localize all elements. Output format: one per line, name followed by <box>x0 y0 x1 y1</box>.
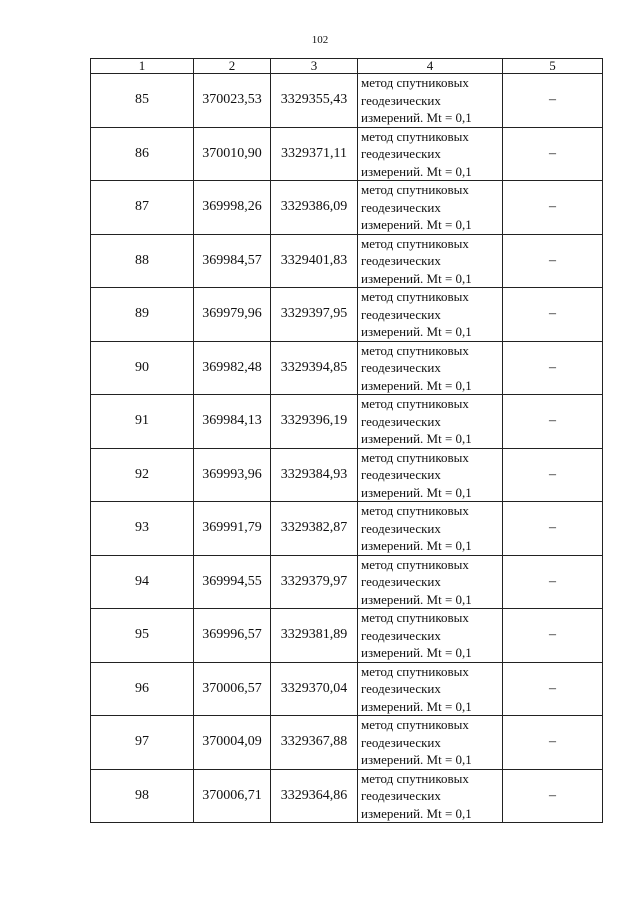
table-row <box>91 288 603 342</box>
coordinate-x-cell: 370004,09 <box>194 716 271 770</box>
method-cell <box>358 181 503 235</box>
method-cell <box>358 127 503 181</box>
coordinate-x-cell: 370010,90 <box>194 127 271 181</box>
coordinate-y-cell: 3329394,85 <box>271 341 358 395</box>
note-cell: – <box>503 502 603 556</box>
column-header: 1 <box>91 59 194 74</box>
note-cell: – <box>503 288 603 342</box>
method-line: измерений. Mt = 0,1 <box>361 591 472 607</box>
method-line: геодезических <box>361 681 441 696</box>
point-number-cell: 88 <box>91 234 194 288</box>
table-row <box>91 341 603 395</box>
method-line: метод спутниковых <box>361 717 469 732</box>
note-cell: – <box>503 181 603 235</box>
point-number-cell: 89 <box>91 288 194 342</box>
point-number-cell: 97 <box>91 716 194 770</box>
method-cell <box>358 74 503 128</box>
method-line: измерений. Mt = 0,1 <box>361 538 472 553</box>
note-cell: – <box>503 74 603 128</box>
coordinate-y-cell: 3329381,89 <box>271 609 358 663</box>
coordinate-x-cell: 369994,55 <box>194 555 271 609</box>
method-cell <box>358 234 503 288</box>
method-line: геодезических <box>361 92 441 108</box>
note-cell: – <box>503 127 603 181</box>
method-line: метод спутниковых <box>361 128 469 144</box>
method-line: метод спутниковых <box>361 396 469 411</box>
method-cell <box>358 609 503 663</box>
table-row <box>91 395 603 449</box>
coordinate-x-cell: 369998,26 <box>194 181 271 235</box>
point-number-cell: 92 <box>91 448 194 502</box>
method-line: геодезических <box>361 788 441 803</box>
coordinate-y-cell: 3329396,19 <box>271 395 358 449</box>
method-line: геодезических <box>361 253 441 268</box>
method-line: измерений. Mt = 0,1 <box>361 377 472 393</box>
table-row <box>91 181 603 235</box>
coordinate-x-cell: 369982,48 <box>194 341 271 395</box>
method-line: измерений. Mt = 0,1 <box>361 484 472 500</box>
method-line: метод спутниковых <box>361 449 469 465</box>
coordinates-table <box>90 58 603 823</box>
method-line: геодезических <box>361 627 441 643</box>
coordinate-y-cell: 3329355,43 <box>271 74 358 128</box>
method-line: геодезических <box>361 146 441 161</box>
point-number-cell: 90 <box>91 341 194 395</box>
method-line: измерений. Mt = 0,1 <box>361 431 472 446</box>
method-line: геодезических <box>361 360 441 375</box>
method-line: метод спутниковых <box>361 663 469 679</box>
note-cell: – <box>503 716 603 770</box>
note-cell: – <box>503 555 603 609</box>
method-line: метод спутниковых <box>361 503 469 518</box>
method-line: метод спутниковых <box>361 75 469 90</box>
point-number-cell: 94 <box>91 555 194 609</box>
coordinate-x-cell: 370006,57 <box>194 662 271 716</box>
coordinate-x-cell: 370023,53 <box>194 74 271 128</box>
coordinate-y-cell: 3329397,95 <box>271 288 358 342</box>
method-line: геодезических <box>361 306 441 322</box>
method-line: измерений. Mt = 0,1 <box>361 645 472 660</box>
table-row <box>91 502 603 556</box>
method-line: метод спутниковых <box>361 610 469 625</box>
method-line: метод спутниковых <box>361 342 469 358</box>
method-line: измерений. Mt = 0,1 <box>361 698 472 714</box>
coordinate-y-cell: 3329379,97 <box>271 555 358 609</box>
coordinate-x-cell: 369993,96 <box>194 448 271 502</box>
coordinate-x-cell: 369979,96 <box>194 288 271 342</box>
coordinate-x-cell: 370006,71 <box>194 769 271 823</box>
point-number-cell: 85 <box>91 74 194 128</box>
note-cell: – <box>503 448 603 502</box>
coordinate-y-cell: 3329364,86 <box>271 769 358 823</box>
table-body <box>91 74 603 823</box>
note-cell: – <box>503 662 603 716</box>
note-cell: – <box>503 609 603 663</box>
table-row <box>91 234 603 288</box>
column-header: 5 <box>503 59 603 74</box>
table-row <box>91 609 603 663</box>
method-cell <box>358 555 503 609</box>
coordinate-y-cell: 3329371,11 <box>271 127 358 181</box>
coordinate-y-cell: 3329401,83 <box>271 234 358 288</box>
coordinate-x-cell: 369996,57 <box>194 609 271 663</box>
method-cell <box>358 341 503 395</box>
method-cell <box>358 395 503 449</box>
table-row <box>91 127 603 181</box>
note-cell: – <box>503 395 603 449</box>
method-line: измерений. Mt = 0,1 <box>361 163 472 179</box>
method-line: измерений. Mt = 0,1 <box>361 752 472 767</box>
column-header: 2 <box>194 59 271 74</box>
method-cell <box>358 502 503 556</box>
coordinate-y-cell: 3329370,04 <box>271 662 358 716</box>
coordinate-y-cell: 3329367,88 <box>271 716 358 770</box>
method-cell <box>358 662 503 716</box>
method-line: метод спутниковых <box>361 770 469 786</box>
method-cell <box>358 288 503 342</box>
method-line: метод спутниковых <box>361 235 469 251</box>
coordinate-y-cell: 3329386,09 <box>271 181 358 235</box>
method-line: геодезических <box>361 413 441 429</box>
table-row <box>91 716 603 770</box>
table-row <box>91 555 603 609</box>
method-line: геодезических <box>361 574 441 589</box>
coordinate-x-cell: 369991,79 <box>194 502 271 556</box>
column-header: 3 <box>271 59 358 74</box>
method-cell <box>358 448 503 502</box>
table-header-row <box>91 59 603 74</box>
coordinate-x-cell: 369984,13 <box>194 395 271 449</box>
column-header: 4 <box>358 59 503 74</box>
point-number-cell: 93 <box>91 502 194 556</box>
note-cell: – <box>503 341 603 395</box>
table-row <box>91 448 603 502</box>
point-number-cell: 95 <box>91 609 194 663</box>
point-number-cell: 98 <box>91 769 194 823</box>
method-cell <box>358 769 503 823</box>
method-line: геодезических <box>361 734 441 750</box>
method-line: измерений. Mt = 0,1 <box>361 270 472 286</box>
coordinate-x-cell: 369984,57 <box>194 234 271 288</box>
table-row <box>91 662 603 716</box>
table-row <box>91 74 603 128</box>
point-number-cell: 91 <box>91 395 194 449</box>
method-line: измерений. Mt = 0,1 <box>361 805 472 821</box>
point-number-cell: 87 <box>91 181 194 235</box>
note-cell: – <box>503 769 603 823</box>
coordinate-y-cell: 3329384,93 <box>271 448 358 502</box>
coordinate-y-cell: 3329382,87 <box>271 502 358 556</box>
method-line: измерений. Mt = 0,1 <box>361 110 472 125</box>
method-line: геодезических <box>361 199 441 215</box>
method-line: геодезических <box>361 467 441 482</box>
method-line: метод спутниковых <box>361 556 469 572</box>
table-row <box>91 769 603 823</box>
note-cell: – <box>503 234 603 288</box>
method-line: геодезических <box>361 520 441 536</box>
method-line: измерений. Mt = 0,1 <box>361 324 472 339</box>
point-number-cell: 86 <box>91 127 194 181</box>
point-number-cell: 96 <box>91 662 194 716</box>
method-line: метод спутниковых <box>361 289 469 304</box>
method-line: метод спутниковых <box>361 182 469 197</box>
method-line: измерений. Mt = 0,1 <box>361 217 472 232</box>
method-cell <box>358 716 503 770</box>
page-number: 102 <box>311 34 329 46</box>
